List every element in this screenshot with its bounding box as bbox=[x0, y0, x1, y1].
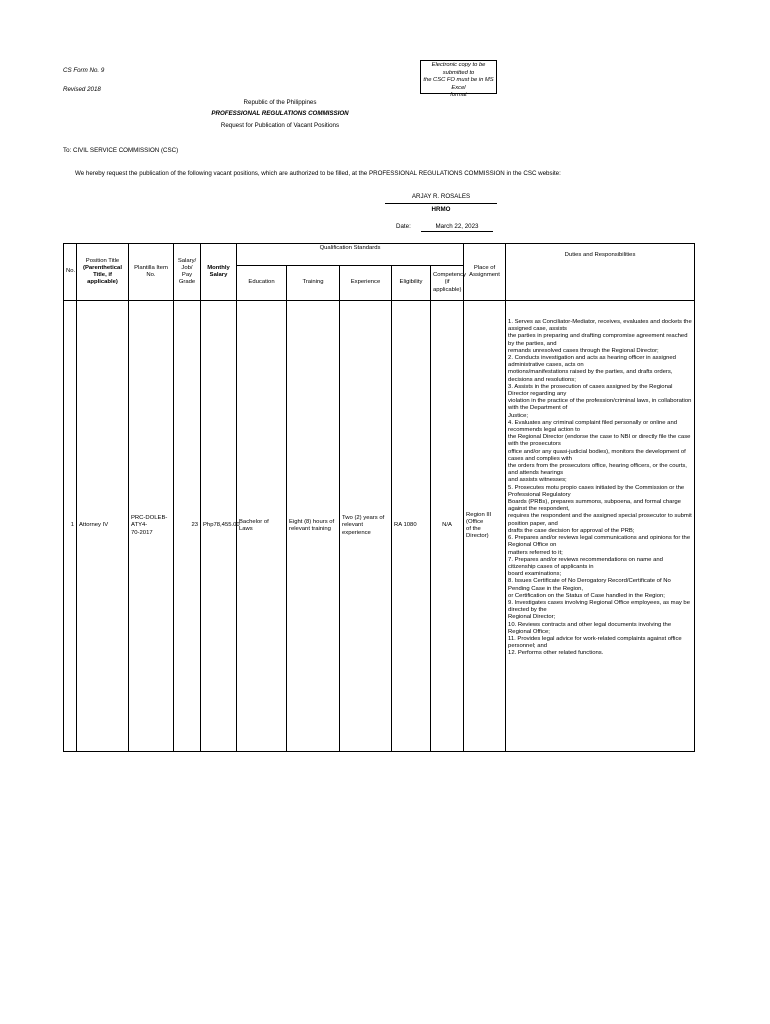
col-header-plantilla: Plantilla Item No. bbox=[129, 244, 174, 301]
place-header-line: Place of bbox=[473, 264, 496, 271]
date-line bbox=[421, 231, 493, 232]
duty-item: board examinations; bbox=[508, 571, 562, 578]
salary-grade-header-line: Grade bbox=[178, 279, 196, 286]
position-title-header-line: (Parenthetical Title, if bbox=[83, 264, 122, 278]
salary-grade-header-line: Job/ Pay bbox=[181, 264, 193, 278]
duty-item: Regional Director; bbox=[508, 614, 556, 621]
col-header-no: No. bbox=[64, 244, 77, 301]
date-label: Date: bbox=[396, 223, 411, 230]
col-header-place-of-assignment bbox=[464, 244, 506, 301]
signatory-name: ARJAY R. ROSALES bbox=[411, 193, 471, 200]
competency-header-line: (if applicable) bbox=[433, 279, 462, 293]
cell-competency: N/A bbox=[431, 301, 464, 752]
duty-item: the Regional Director (endorse the case to NBI or directly file the case with the prosecutors bbox=[508, 434, 691, 448]
cell-monthly-salary: Php78,455.00 bbox=[201, 301, 237, 752]
duty-item: the orders from the prosecutors office, hearing officers, or the courts, and attends hearings bbox=[508, 463, 687, 477]
competency-header-line: Competency bbox=[433, 272, 467, 279]
submission-note-line: Electronic copy to be submitted to bbox=[431, 62, 486, 76]
duty-item: 9. Investigates cases involving Regional Office employees, as may be directed by the bbox=[508, 599, 690, 614]
plantilla-line: PRC-DOLEB-ATY4- bbox=[131, 515, 168, 529]
duty-item: 1. Serves as Conciliator-Mediator, receives, evaluates and dockets the assigned case, assists bbox=[508, 319, 692, 333]
signatory-title: HRMO bbox=[431, 206, 451, 213]
col-header-experience: Experience bbox=[340, 266, 392, 301]
form-number: CS Form No. 9 bbox=[63, 67, 105, 74]
col-header-eligibility: Eligibility bbox=[392, 266, 431, 301]
cell-salary-grade: 23 bbox=[174, 301, 201, 752]
plantilla-line: 70-2017 bbox=[131, 529, 153, 536]
duty-item: 2. Conducts investigation and acts as hearing officer in assigned administrative cases, acts on bbox=[508, 355, 676, 369]
cell-eligibility: RA 1080 bbox=[392, 301, 431, 752]
duty-item: 11. Provides legal advice for work-related complaints against office personnel; and bbox=[508, 635, 682, 650]
training-line: Eight (8) hours of bbox=[289, 518, 335, 525]
duty-item: Boards (PRBs), prepares summons, subpoena, and formal charge against the respondent, bbox=[508, 499, 681, 513]
duty-item: 6. Prepares and/or reviews legal communications and opinions for the Regional Office on bbox=[508, 535, 691, 549]
cell-no: 1 bbox=[64, 301, 77, 752]
col-header-competency bbox=[431, 266, 467, 301]
salary-grade-header-line: Salary/ bbox=[177, 257, 197, 264]
duty-item: matters referred to it; bbox=[508, 549, 563, 556]
duty-item: or Certification on the Status of Case handled in the Region; bbox=[508, 592, 665, 599]
submission-note-box bbox=[420, 60, 497, 99]
duty-item: 3. Assists in the prosecution of cases assigned by the Regional Director regarding any bbox=[508, 383, 673, 398]
cell-training bbox=[287, 301, 340, 752]
col-header-salary-grade bbox=[174, 244, 201, 301]
col-header-monthly-salary: Monthly Salary bbox=[201, 244, 237, 301]
cell-education: Bachelor of Laws bbox=[237, 301, 287, 752]
position-title-header-line: Position Title bbox=[85, 257, 120, 264]
duty-item: 7. Prepares and/or reviews recommendations on name and citizenship cases of applicants in bbox=[508, 556, 663, 570]
cell-place-of-assignment bbox=[464, 301, 506, 752]
duty-item: motions/manifestations raised by the parties, and drafts orders, decisions and resolutions; bbox=[508, 369, 673, 383]
col-header-education: Education bbox=[237, 266, 287, 301]
table-row bbox=[64, 301, 695, 752]
duty-item: the parties in preparing and drafting compromise agreement reached by the parties, and bbox=[508, 333, 688, 347]
submission-note-line: the CSC FO must be in MS Excel bbox=[423, 77, 494, 91]
header-country: Republic of the Philippines bbox=[243, 99, 317, 106]
request-text: We hereby request the publication of the following vacant positions, which are authorized to be filled, at the PROFESSIONAL REGULATIONS COMMISSION in the CSC website: bbox=[75, 170, 561, 177]
duty-item: and assists witnesses; bbox=[508, 477, 567, 484]
cell-duties bbox=[506, 301, 695, 752]
duty-item: Justice; bbox=[508, 412, 529, 419]
duty-item: violation in the practice of the profession/criminal laws, in collaboration with the Department of bbox=[508, 398, 692, 412]
duty-item: office and/or any quasi-judicial bodies), monitors the development of cases and complies with bbox=[508, 448, 686, 462]
place-line: Region III (Office bbox=[466, 511, 492, 525]
duties-list bbox=[508, 319, 692, 658]
place-header-line: Assignment bbox=[469, 272, 500, 278]
col-header-position-title bbox=[77, 244, 129, 301]
duty-item: 4. Evaluates any criminal complaint filed personally or online and recommends legal action to bbox=[508, 419, 678, 434]
signature-line bbox=[385, 203, 497, 204]
position-title-header-line: applicable) bbox=[87, 279, 118, 286]
duty-item: 5. Prosecutes motu propio cases initiated by the Commission or the Professional Regulatory bbox=[508, 484, 685, 498]
duty-item: 12. Performs other related functions. bbox=[508, 650, 604, 657]
duty-item: requires the respondent and the assigned special prosecutor to submit position paper, and bbox=[508, 513, 692, 527]
place-line: of the Director) bbox=[466, 526, 489, 540]
date-value: March 22, 2023 bbox=[435, 223, 479, 230]
duty-item: drafts the case decision for approval of the PRB; bbox=[508, 527, 635, 534]
vacancy-table bbox=[63, 243, 695, 752]
cell-experience bbox=[340, 301, 392, 752]
experience-line: relevant experience bbox=[342, 522, 371, 536]
col-header-training: Training bbox=[287, 266, 340, 301]
header-subtitle: Request for Publication of Vacant Positions bbox=[220, 122, 340, 129]
addressee: To: CIVIL SERVICE COMMISSION (CSC) bbox=[63, 147, 179, 154]
header-agency: PROFESSIONAL REGULATIONS COMMISSION bbox=[211, 110, 349, 117]
duty-item: 10. Reviews contracts and other legal documents involving the Regional Office; bbox=[508, 621, 672, 635]
cell-plantilla bbox=[129, 301, 174, 752]
cell-position-title: Attorney IV bbox=[77, 301, 129, 752]
duty-item: remands unresolved cases through the Regional Director; bbox=[508, 347, 659, 354]
col-header-qualification-standards: Qualification Standards bbox=[237, 244, 464, 266]
duty-item: 8. Issues Certificate of No Derogatory Record/Certificate of No Pending Case in the Region, bbox=[508, 578, 671, 592]
training-line: relevant training bbox=[289, 526, 331, 532]
form-revision: Revised 2018 bbox=[63, 86, 101, 93]
col-header-duties: Duties and Responsibilities bbox=[506, 244, 695, 301]
experience-line: Two (2) years of bbox=[342, 515, 385, 522]
submission-note-line: format bbox=[450, 92, 467, 99]
